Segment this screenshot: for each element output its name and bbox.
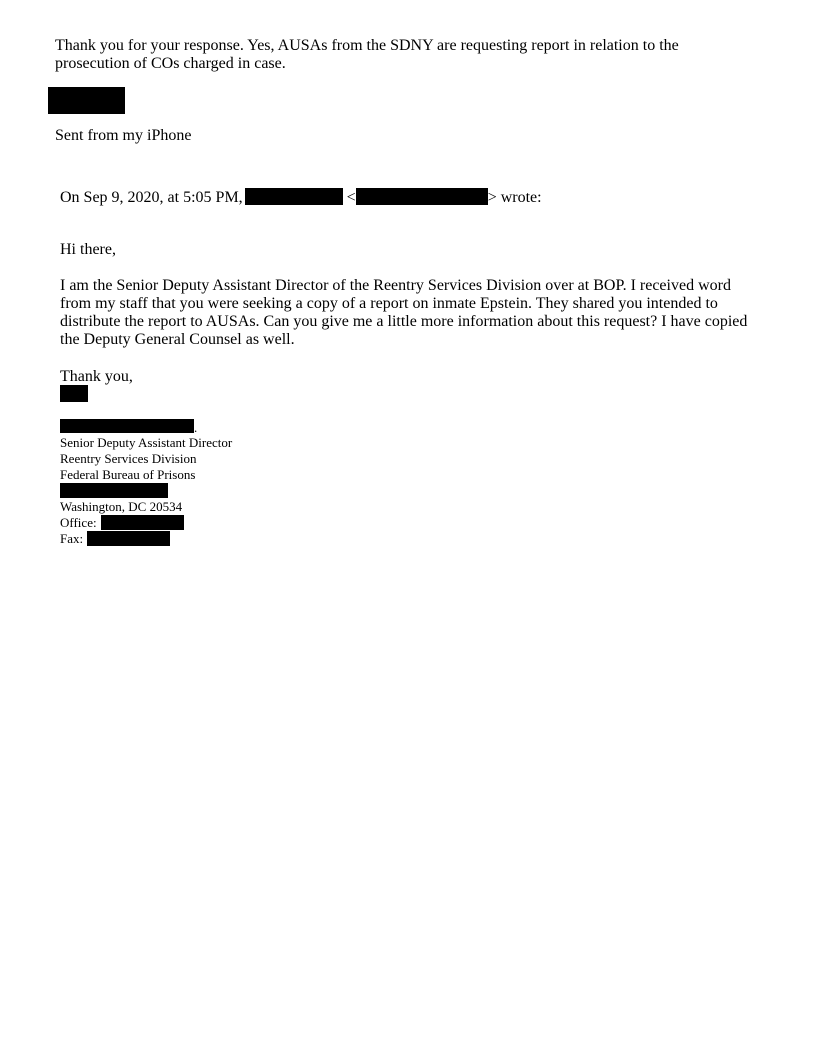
- redacted-fax-number: [87, 531, 170, 546]
- signature-title: Senior Deputy Assistant Director: [60, 435, 233, 450]
- closing: Thank you,: [60, 368, 133, 385]
- redacted-signature-name: [60, 419, 194, 433]
- quoted-header: [60, 188, 542, 207]
- redacted-street-address: [60, 483, 168, 498]
- redacted-original-email: [356, 188, 488, 205]
- quoted-header-suffix: > wrote:: [487, 189, 542, 206]
- signature-agency: Federal Bureau of Prisons: [60, 467, 196, 482]
- body-line-4: the Deputy General Counsel as well.: [60, 331, 295, 348]
- reply-line-2: prosecution of COs charged in case.: [55, 55, 286, 72]
- office-label: Office:: [60, 515, 97, 530]
- reply-line-1: Thank you for your response. Yes, AUSAs from the SDNY are requesting report in relation to the: [55, 37, 679, 54]
- signature-division: Reentry Services Division: [60, 451, 197, 466]
- sent-from-line: Sent from my iPhone: [55, 127, 192, 144]
- quoted-header-prefix: On Sep 9, 2020, at 5:05 PM,: [60, 189, 243, 206]
- redacted-sender-name: [48, 87, 125, 114]
- body-line-2: from my staff that you were seeking a copy of a report on inmate Epstein. They shared you intended to: [60, 295, 718, 312]
- signature-dot: .: [194, 420, 198, 435]
- quoted-header-lt: <: [346, 189, 356, 206]
- redacted-office-phone: [101, 515, 184, 530]
- redacted-original-sender: [245, 188, 343, 205]
- signature-city: Washington, DC 20534: [60, 499, 183, 514]
- redacted-signoff-name: [60, 385, 88, 402]
- body-line-3: distribute the report to AUSAs. Can you give me a little more information about this request? I have copied: [60, 313, 748, 330]
- fax-label: Fax:: [60, 531, 84, 546]
- body-line-1: I am the Senior Deputy Assistant Director of the Reentry Services Division over at BOP. I received word: [60, 277, 731, 294]
- greeting: Hi there,: [60, 241, 116, 258]
